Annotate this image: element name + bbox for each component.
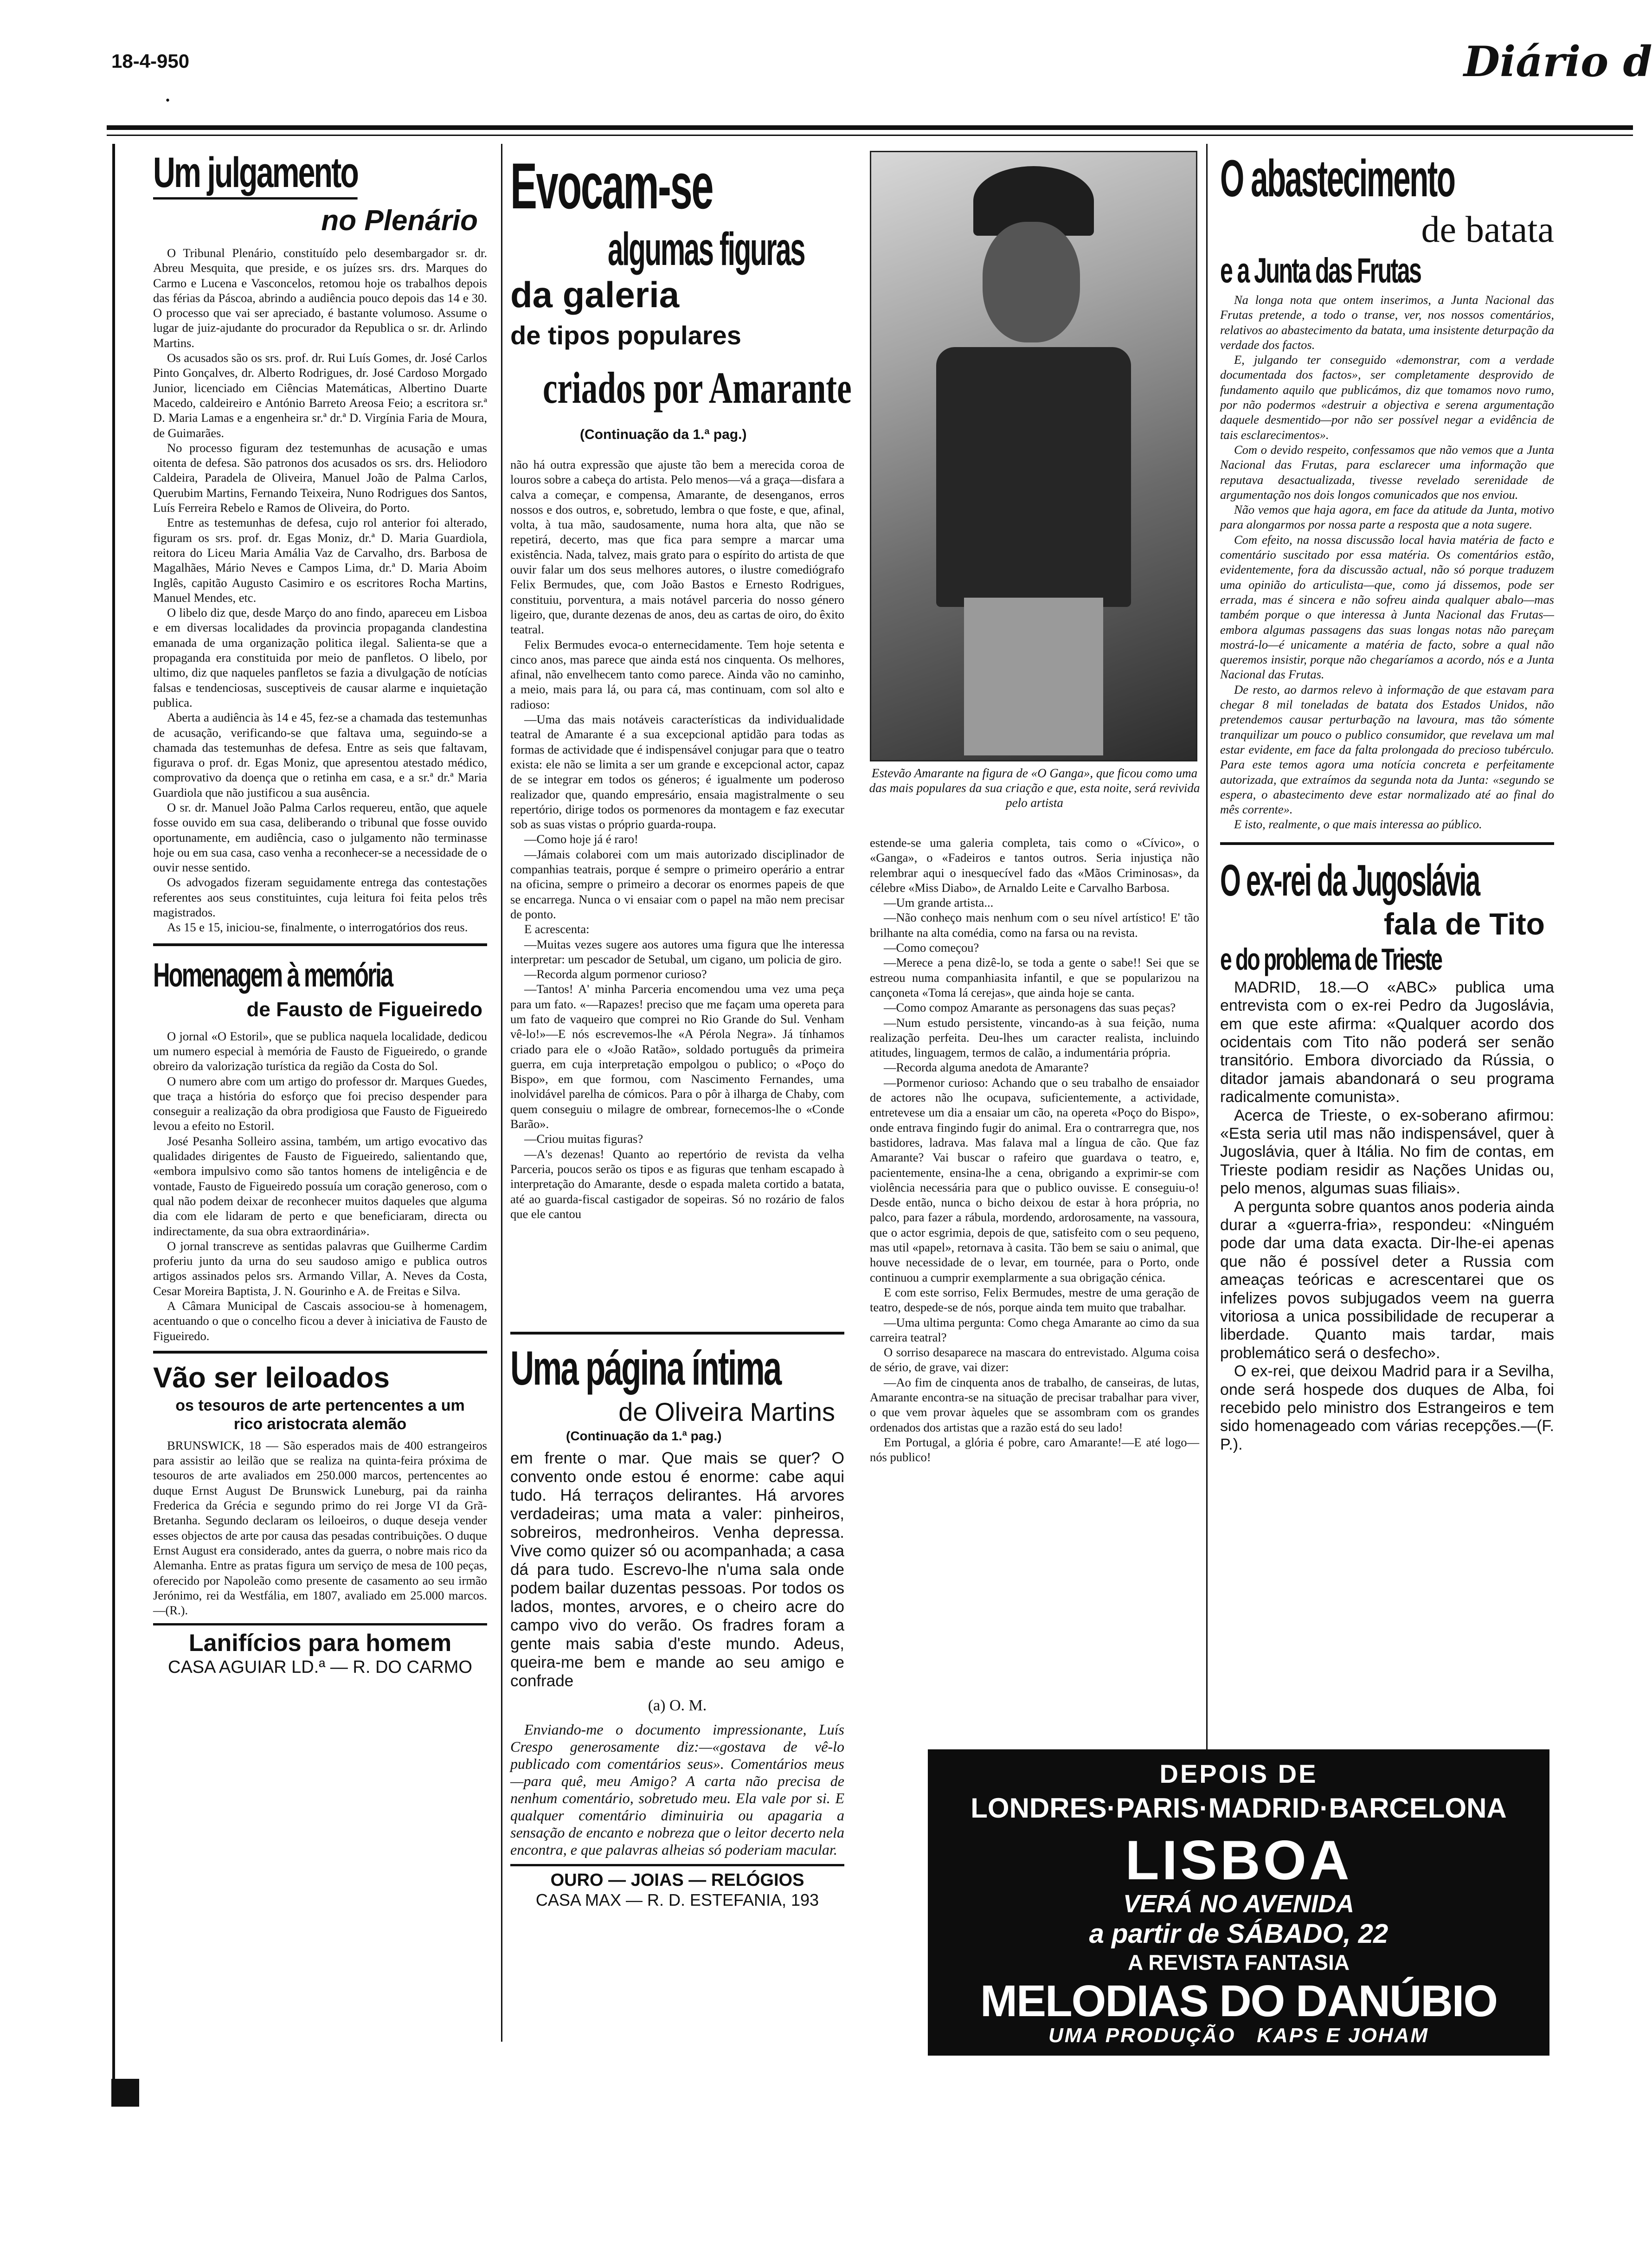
pagina-article [510,1341,844,2056]
ad-line-depois: DEPOIS DE [1159,1759,1318,1788]
paragraph: —Merece a pena dizê-lo, se toda a gente o sabe!! Sei que se estreou numa companhiasita infantil, e que se popularizou na cançoneta «Toma lá cerejas», que ainda hoje se canta. [870,955,1199,1000]
julgamento-subtitle: no Plenário [321,205,478,237]
paragraph: —Pormenor curioso: Achando que o seu trabalho de ensaiador de actores não lhe ocupava, suficientemente, a actividade, entretevese um dia a ensaiar um cão, na opereta «Poço do Bispo», onde entrava fingindo fugir do animal. Era o contrarregra que, nos bastidores, ladrava. Mas falava mal a língua de cão. Que faz Amarante? Vai buscar o rafeiro que guardava o teatro, e, pacientemente, ensina-lhe a cena, obrigando a exprimir-se com violência necessária para que o publico ouvisse. E conseguiu-o! Desde então, nunca o bicho deixou de estar à hora própria, no palco, para fazer a rábula, mordendo, ardorosamente, na vassoura, que o actor esgrimia, depois de que, satisfeito com o seu pequeno, mas util «papel», retornava à casita. Tão bem se saiu o animal, que houve necessidade de o levar, em tournée, para o Porto, onde continuou a cumprir exemplarmente a sua obrigação cénica. [870,1075,1199,1284]
paragraph: A pergunta sobre quantos anos poderia ainda durar a «guerra-fria», respondeu: «Ninguém pode dar uma data exacta. Dir-lhe-ei apenas que não é possível deter a Russia com ameaças teóricas e acrescentarei que os infelizes povos subjugados veem na guerra vitoriosa a unica possibilidade de recuperar a liberdade. Quanto mais tardar, mais problemático será o desfecho». [1220,1198,1554,1362]
ad-line-revista: A REVISTA FANTASIA [1128,1950,1350,1974]
paragraph: José Pesanha Solleiro assina, também, um artigo evocativo das qualidades dirigentes de Fausto de Figueiredo, salientando que, «embora impulsivo como são tantos homens de inteligência e de vontade, Fausto de Figueiredo possuía um coração generoso, com o qual não podem deixar de reconhecer muitos daqueles que alguma dia com ele lidaram de perto e que beneficiaram, directa ou indirectamente, da sua obra extraordinária». [153,1134,487,1238]
paragraph: —Um grande artista... [884,896,994,910]
trousers-shape [964,598,1103,755]
paragraph: —Recorda alguma anedota de Amarante? [884,1060,1089,1075]
ouro-title: OURO — JOIAS — RELÓGIOS [550,1870,804,1890]
ad-lanificios [153,1629,487,1677]
paragraph: —A's dezenas! Quanto ao repertório de revista da velha Parceria, poucos serão os tipos e as figuras que tenham escapado à interpretação do Amarante, desde o espada maleta cortido a batata, até ao guarda-fiscal castigador de sopeiras. Só no rozário de falos que ele cantou [510,1147,844,1221]
lanificios-title: Lanifícios para homem [188,1630,452,1657]
julgamento-article [153,148,487,935]
paragraph: —Jámais colaborei com um mais autorizado disciplinador de companhias teatrais, porque é sempre o primeiro operário a entrar na oficina, sempre o primeiro a decorar os enormes papeis de que se encarrega. Nunca o vi ensaiar com o papel na mão nem precisar de ponto. [510,847,844,921]
paragraph: E acrescenta: [524,922,590,936]
paragraph: E com este sorriso, Felix Bermudes, mestre de uma geração de teatro, despede-se de nós, porque ainda tem muito que trabalhar. [870,1285,1199,1315]
paragraph: O sr. dr. Manuel João Palma Carlos requereu, então, que aquele fosse ouvido em sua casa, deliberando o tribunal que fosse ouvido oportunamente, em audiência, caso o julgamento não terminasse hoje ou em sua casa, caso venha a reconhecer-se a necessidade de o ouvir nesse sentido. [153,800,487,875]
julgamento-title: Um julgamento [153,148,358,200]
paragraph: No processo figuram dez testemunhas de acusação e umas oitenta de defesa. São patronos dos acusados os srs. drs. Heliodoro Caldeira, Paradela de Oliveira, Manuel João de Palma Carlos, Querubim Martins, Fernando Teixeira, Nuno Rodrigues dos Santos, Luís Ferreira Rebelo e Ramos de Oliveira, do Porto. [153,440,487,515]
paragraph: —Como hoje já é raro! [524,832,638,846]
leiloados-title: Vão ser leiloados [153,1361,390,1394]
paragraph: —Uma ultima pergunta: Como chega Amarante ao cimo da sua carreira teatral? [870,1315,1199,1344]
evocam-body-col2 [870,835,1199,1740]
ad-line-producao: UMA PRODUÇÃO KAPS E JOHAM [1048,2024,1429,2047]
paragraph: —Ao fim de cinquenta anos de trabalho, de canseiras, de lutas, Amarante encontra-se na situação de precisar trabalhar para viver, o que vem provar àqueles que se assombram com os grandes ordenados dos artistas que a razão está do seu lado! [870,1375,1199,1434]
paragraph: O Tribunal Plenário, constituído pelo desembargador sr. dr. Abreu Mesquita, que preside, e os juízes srs. drs. Marques do Carmo e Lucena e Vasconcelos, retomou hoje os trabalhos depois das férias da Páscoa, abrindo a audiência pouco depois das 14 e 30. O processo que vai ser apreciado, é bastante volumoso. Assume o lugar de juiz-ajudante do procurador da Republica o sr. dr. Arlindo Martins. [153,246,487,350]
ad-line-date: a partir de SÁBADO, 22 [1089,1919,1388,1949]
abastecimento-subtitle: de batata [1421,209,1554,250]
exrei-title: O ex-rei da Jugoslávia [1220,855,1479,905]
paragraph: —Como compoz Amarante as personagens das suas peças? [884,1000,1176,1015]
paragraph: Felix Bermudes evoca-o enternecidamente. Tem hoje setenta e cinco anos, mas parece que ainda está nos cinquenta. Os melhores, afinal, não envelhecem tanto como parece. Ainda vão no caminho, a meio, mais para lá, ou para cá, mas continuam, com sol alto e radioso: [510,637,844,711]
ad-melodias-do-danubio [928,1749,1549,2056]
paragraph: Em Portugal, a glória é pobre, caro Amarante!—E até logo—nós publico! [870,1435,1199,1464]
pagina-signature: (a) O. M. [648,1697,707,1714]
paragraph: Acerca de Trieste, o ex-soberano afirmou: «Esta seria util mas não indispensável, quer à Jugoslávia, quer à Itália. No fim de contas, em Trieste podiam residir as Nações Unidas ou, pelo menos, algumas suas filiais». [1220,1106,1554,1198]
paragraph: não há outra expressão que ajuste tão bem a merecida coroa de louros sobre a cabeça do artista. Pelo menos—vá a graça—disfara a calva a começar, e compensa, Amarante, de desenganos, erros nossos e dos outros, e, sobretudo, lembra o que foste, e que, afinal, volta, à tua mão, saudosamente, numa hora alta, que não se repetirá, decerto, mas que fica para sempre a marcar uma existência. Nada, talvez, mais grato para o espírito do artista de que ouvir falar um dos seus melhores autores, o ilustre comediógrafo Felix Bermudes, que, com João Bastos e Ernesto Rodrigues, constituiu, porventura, a mais notável parceria do nosso género ligeiro, que, durante dezenas de anos, deu as cartas de oiro, do êxito teatral. [510,458,844,637]
paragraph: Na longa nota que ontem inserimos, a Junta Nacional das Frutas pretende, a todo o transe, ver, nos nossos comentários, relativos ao abastecimento da batata, uma insistente deturpação da verdade dos factos. [1220,293,1554,352]
section-rule [153,1623,487,1625]
ad-line-avenida: VERÁ NO AVENIDA [1123,1890,1355,1918]
abastecimento-article [1220,148,1554,832]
paragraph: A Câmara Municipal de Cascais associou-se à homenagem, acentuando o que o concelho ficou a dever à iniciativa de Fausto de Figueiredo. [153,1299,487,1343]
paragraph: O jornal «O Estoril», que se publica naquela localidade, dedicou um numero especial à memória de Fausto de Figueiredo, o grande obreiro da valorização turística da região da Costa do Sol. [153,1029,487,1073]
section-rule [510,1332,844,1335]
paragraph: Entre as testemunhas de defesa, cujo rol anterior foi alterado, figuram os srs. prof. dr. Egas Moniz, dr.ª D. Maria Guardiola, reitora do Liceu Maria Amália Vaz de Carvalho, drs. Barbosa de Magalhães, Mário Neves e Campos Lima, dr.ª D. Maria Aboim Inglês, capitão Augusto Casimiro e os escritores Rocha Martins, Manuel Mendes, etc. [153,516,487,605]
paragraph: —Não conheço mais nenhum com o seu nível artístico! E' tão brilhante na alta comédia, como na farsa ou na revista. [870,910,1199,940]
leiloados-body [153,1438,487,1618]
section-rule [510,1864,844,1866]
amarante-photo [870,151,1197,761]
left-border-rule [112,144,115,2093]
column-rule [501,144,502,2042]
ad-line-melodias: MELODIAS DO DANÚBIO [980,1976,1497,2026]
page-date: 18-4-950 [111,50,190,72]
paragraph: Os advogados fizeram seguidamente entrega das contestações referentes aos seus constituintes, cuja leitura foi feita pelos três magistrados. [153,875,487,920]
evocam-title-line5: criados por Amarante [543,363,852,413]
column-right [1220,148,1554,1749]
homenagem-body [153,1029,487,1343]
abastecimento-title2: e a Junta das Frutas [1220,251,1421,290]
paragraph: —Tantos! A' minha Parceria encomendou uma vez uma peça para um fato. «—Rapazes! preciso que me façam uma opereta para um fato de vaqueiro que comprei no Rio Grande do Sul. Venham vê-lo!»—E nós escrevemos-lhe «A Pérola Negra». Já tínhamos criado para ele o «João Ratão», soldado português da primeira guerra, em cuja interpretação empolgou o publico; o «Poço do Bispo», em que formou, com Nascimento Fernandes, uma inolvidável parelha de cómicos. Para o pôr à ilharga de Chaby, com quem conseguiu o milagre de ombrear, fornecemos-lhe o «Conde Barão». [510,982,844,1131]
pagina-subtitle: de Oliveira Martins [618,1397,835,1426]
page-marker: • [165,95,171,107]
evocam-title-line2: algumas figuras [608,223,805,275]
paragraph: O libelo diz que, desde Março do ano findo, apareceu em Lisboa e em diversas localidades da provincia propaganda clandestina emanada de uma organização politica ilegal. Salienta-se que a propaganda era constituida por meio de panfletos. O libelo, por ultimo, diz que naqueles panfletos se fazia a divulgação de notícias falsas e tendenciosas, susceptiveis de causar alarme e inquietação publica. [153,606,487,709]
paragraph: —Criou muitas figuras? [524,1132,643,1146]
paragraph: estende-se uma galeria completa, tais como o «Cívico», o «Ganga», o «Fadeiros e tantos outros. Seria injustiça não relembrar aqui o inesquecível fado das «Mãos Criminosas», da célebre «Miss Diabo», de Arnaldo Leite e Carvalho Barbosa. [870,836,1199,895]
paragraph: em frente o mar. Que mais se quer? O convento onde estou é enorme: cabe aqui tudo. Há terraços delirantes. Há arvores verdadeiras; uma mata a valer: pinheiros, sobreiros, medronheiros. Venha depressa. Vive como quizer só ou acompanhada; a casa dá para tudo. Escrevo-lhe n'uma sala onde podem bailar duzentas pessoas. Por todos os lados, montes, arvores, e o cheiro acre do campo vivo do verão. Os fradres foram a gente mais sabia d'este mundo. Adeus, queira-me bem e mande ao seu amigo e confrade [510,1449,844,1690]
evocam-title-line4: de tipos populares [510,321,741,350]
evocam-title-line3: da galeria [510,274,680,315]
paragraph: —Muitas vezes sugere aos autores uma figura que lhe interessa interpretar: um pescador de Setubal, um cigano, um policia de giro. [510,937,844,966]
paragraph: Com o devido respeito, confessamos que não vemos que a Junta Nacional das Frutas, para esclarecer uma informação que reputava desactualizada, tivesse revelado serenidade de argumentação nos dois longos comunicados que nos enviou. [1220,442,1554,502]
evocam-header [510,148,863,455]
paragraph: Aberta a audiência às 14 e 45, fez-se a chamada das testemunhas de acusação, verificando-se que faltava uma, seguindo-se a chamada das testemunhas de defesa. Entre as seis que faltavam, figurava o prof. dr. Egas Moniz, que apresentou atestado médico, comprovativo da doença que o retinha em casa, e a sr.ª dr.ª Maria Guardiola que não justificou a sua ausência. [153,710,487,800]
paragraph: O sorriso desaparece na mascara do entrevistado. Alguma coisa de sério, de grave, vai dizer: [870,1345,1199,1374]
ad-line-lisboa: LISBOA [1125,1829,1352,1891]
paragraph: As 15 e 15, iniciou-se, finalmente, o interrogatórios dos reus. [167,920,468,935]
pagina-continuation: (Continuação da 1.ª pag.) [566,1429,722,1443]
homenagem-article [153,956,487,1343]
section-rule [153,943,487,946]
paragraph: MADRID, 18.—O «ABC» publica uma entrevista com o ex-rei Pedro da Jugoslávia, em que este afirma: «Qualquer acordo dos ocidentais com Tito não poderá ser senão transitório. Embora divorciado da Rússia, o ditador jamais abandonará o seu programa radicalmente comunista». [1220,978,1554,1106]
exrei-title2: e do problema de Trieste [1220,941,1442,976]
face-shape [983,222,1080,342]
exrei-article [1220,855,1554,1454]
abastecimento-body [1220,292,1554,832]
lanificios-address: CASA AGUIAR LD.ª — R. DO CARMO [168,1657,472,1677]
homenagem-subtitle: de Fausto de Figueiredo [246,998,482,1021]
column-left [153,148,487,2042]
abastecimento-title: O abastecimento [1220,149,1455,207]
paragraph: De resto, ao darmos relevo à informação de que estavam para chegar 8 mil toneladas de batata dos Estados Unidos, não pretendemos causar perturbação na lavoura, mas tão sómente tranquilizar um pouco o publico consumidor, que revelava um mal estar evidente, em face da falta prolongada do precioso tubérculo. Para este temos agora uma notícia concreta e perfeitamente autorizada, que extraímos da segunda nota da Junta: «segundo se espera, o abastecimento deve estar normalizado até ao final do mês corrente». [1220,682,1554,817]
masthead-title: Diário d [1464,37,1652,86]
section-rule [1220,842,1554,845]
leiloados-article [153,1362,487,1618]
paragraph: —Como começou? [884,941,979,955]
paragraph: O ex-rei, que deixou Madrid para ir a Sevilha, onde será hospede dos duques de Alba, foi recebido pelo ministro dos Estrangeiros e tem sido homenageado com várias recepções.—(F. P.). [1220,1362,1554,1453]
homenagem-title: Homenagem à memória [153,956,392,994]
paragraph: E, julgando ter conseguido «demonstrar, com a verdade documentada dos factos», ser completamente desprovido de fundamento aquilo que publicámos, diz que tomamos novo rumo, por não podermos «destruir a objectiva e serena argumentação daquele desmentido—por não ser possível negar a evidência de tais esclarecimentos». [1220,353,1554,442]
paragraph: —Recorda algum pormenor curioso? [524,967,707,981]
ouro-address: CASA MAX — R. D. ESTEFANIA, 193 [535,1890,819,1909]
pagina-letter [510,1449,844,1690]
paragraph: Enviando-me o documento impressionante, Luís Crespo generosamente diz:—«gostava de vê-lo publicado com comentários seus». Comentários meus —para quê, meu Amigo? A carta não precisa de nenhum comentário, sobretudo meu. Ela vale por si. E qualquer comentário diminuiria ou apagaria a sensação de encanto e nobreza que o leitor decerto nela encontra, e que palavras alheias só poderiam macular. [510,1721,844,1858]
jacket-shape [936,347,1131,607]
leiloados-subtitle: os tesouros de arte pertencentes a um rico aristocrata alemão [175,1396,465,1433]
pagina-title: Uma página íntima [510,1341,781,1395]
paragraph: BRUNSWICK, 18 — São esperados mais de 400 estrangeiros para assistir ao leilão que se realiza na quinta-feira próxima de tesouros de arte avaliados em 250.000 marcos, pertencentes ao duque Ernst August De Brunswick Luneburg, pai da rainha Frederica da Grécia e segundo primo do rei Jorge VI da Grã-Bretanha. Segundo declaram os leiloeiros, o duque deseja vender esses objectos de arte por causa das pesadas contribuições. O duque Ernst August era considerado, antes da guerra, o nobre mais rico da Alemanha. Entre as pratas figura um serviço de mesa de 100 peças, oferecido por Napoleão como presente de casamento ao seu irmão Jerónimo, rei da Westfália, em 1807, avaliado em 25.000 marcos.—(R.). [153,1438,487,1618]
paragraph: O numero abre com um artigo do professor dr. Marques Guedes, que traça a história do esforço que foi preciso despender para conseguir a realização da obra prodigiosa que Fausto de Figueiredo levou a efeito no Estoril. [153,1074,487,1133]
exrei-subtitle: fala de Tito [1383,906,1545,941]
section-rule [153,1351,487,1354]
evocam-continuation: (Continuação da 1.ª pag.) [580,427,747,442]
photo-caption: Estevão Amarante na figura de «O Ganga», que ficou como uma das mais populares da sua criação e que, esta noite, será revivida pelo artista [869,766,1200,810]
julgamento-body [153,245,487,935]
paragraph: O jornal transcreve as sentidas palavras que Guilherme Cardim proferiu junto da urna do seu saudoso amigo e publica outros artigos assinados pelos srs. Armando Villar, A. Neves da Costa, Cesar Moreira Baptista, J. N. Gourinho e A. de Freitas e Silva. [153,1238,487,1298]
paragraph: Com efeito, na nossa discussão local havia matéria de facto e comentário suscitado por essa matéria. Os comentários estão, evidentemente, fora da discussão actual, não só porque traduzem uma opinião do articulista—que, como já dissemos, pode ser errada, mas é sincera e não sofreu ainda qualquer abalo—mas também porque o que interessa à Junta Nacional das Frutas—embora algumas passagens das suas longas notas não pareçam mostrá-lo—é unicamente a matéria de facto, sobre a qual não queremos insistir, porque não chegaríamos a acordo, nós e a Junta Nacional das Frutas. [1220,532,1554,682]
masthead-rule-thick [107,125,1633,130]
paragraph: Os acusados são os srs. prof. dr. Rui Luís Gomes, dr. José Carlos Pinto Gonçalves, dr. Alberto Rodrigues, dr. José Cardoso Morgado Junior, licenciado em Ciências Matemáticas, Albertino Duarte Macedo, caldeireiro e António Barreto Areosa Feio; a escritora sr.ª D. Maria Lamas e a engenheira sr.ª dr.ª D. Virgínia Faria de Moura, de Guimarães. [153,351,487,440]
evocam-body-col1 [510,457,844,1329]
registration-mark [111,2079,139,2107]
ad-line-cities: LONDRES·PARIS·MADRID·BARCELONA [971,1793,1507,1824]
masthead-rule-thin [107,135,1633,136]
paragraph: —Num estudo persistente, vincando-as à sua feição, numa realização perfeita. Deu-lhes um caracter realista, incluindo atitudes, linguagem, termos de calão, a indumentária própria. [870,1015,1199,1060]
paragraph: E isto, realmente, o que mais interessa ao público. [1234,817,1482,832]
evocam-title-line1: Evocam-se [510,149,713,222]
paragraph: Não vemos que haja agora, em face da atitude da Junta, motivo para alongarmos por nossa parte a resposta que a nota sugere. [1220,503,1554,532]
pagina-note [510,1721,844,1858]
paragraph: —Uma das mais notáveis características da individualidade teatral de Amarante é a sua excepcional aptidão para todas as formas de actividade que é indispensável conjugar para que o teatro exista: ele não se limita a ser um grande e excepcional actor, capaz de se integrar em todos os géneros; é igualmente um poderoso realizador que, quando empresário, ensaia magistralmente o seu repertório, dirige todos os pormenores da montagem e faz executar sob as suas vistas o próprio guarda-roupa. [510,712,844,832]
exrei-body [1220,979,1554,1454]
